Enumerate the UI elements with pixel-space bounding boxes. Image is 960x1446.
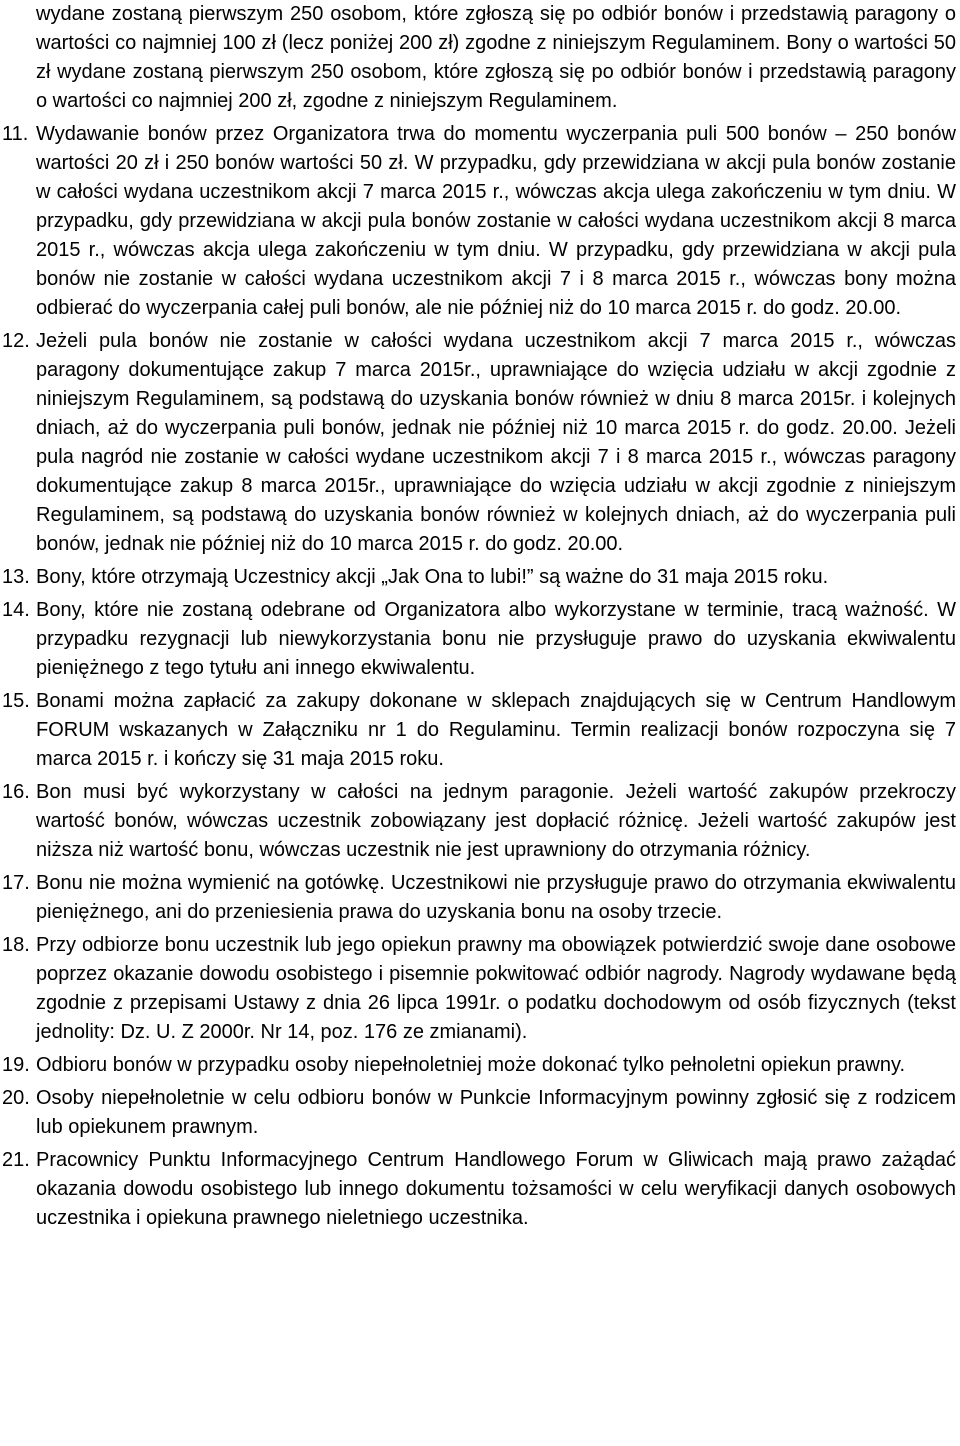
- rules-list: [2, 120, 956, 1233]
- item-number: 11.: [2, 123, 29, 145]
- intro-paragraph: wydane zostaną pierwszym 250 osobom, które zgłoszą się po odbiór bonów i przedstawią paragony o wartości co najmniej 100 zł (lecz poniżej 200 zł) zgodne z niniejszym Regulaminem. Bony o wartości 50 zł wydane zostaną pierwszym 250 osobom, które zgłoszą się po odbiór bonów i przedstawią paragony o wartości co najmniej 200 zł, zgodne z niniejszym Regulaminem.: [36, 3, 956, 112]
- item-text: Pracownicy Punktu Informacyjnego Centrum Handlowego Forum w Gliwicach mają prawo zażądać okazania dowodu osobistego lub innego dokumentu tożsamości w celu weryfikacji danych osobowych uczestnika i opiekuna prawnego nieletniego uczestnika.: [36, 1149, 956, 1229]
- item-number: 12.: [2, 330, 30, 352]
- list-item: [2, 931, 956, 1047]
- item-text: Odbioru bonów w przypadku osoby niepełnoletniej może dokonać tylko pełnoletni opiekun prawny.: [36, 1054, 906, 1076]
- item-text: Bony, które nie zostaną odebrane od Organizatora albo wykorzystane w terminie, tracą ważność. W przypadku rezygnacji lub niewykorzystania bonu nie przysługuje prawo do uzyskania ekwiwalentu pieniężnego z tego tytułu ani innego ekwiwalentu.: [36, 599, 956, 679]
- list-item: [2, 869, 956, 927]
- item-text: Bony, które otrzymają Uczestnicy akcji „Jak Ona to lubi!” są ważne do 31 maja 2015 roku.: [36, 566, 829, 588]
- item-number: 21.: [2, 1149, 30, 1171]
- list-item: [2, 596, 956, 683]
- item-number: 14.: [2, 599, 30, 621]
- item-number: 15.: [2, 690, 30, 712]
- item-text: Wydawanie bonów przez Organizatora trwa do momentu wyczerpania puli 500 bonów – 250 bonów wartości 20 zł i 250 bonów wartości 50 zł. W przypadku, gdy przewidziana w akcji pula bonów zostanie w całości wydana uczestnikom akcji 7 marca 2015 r., wówczas akcja ulega zakończeniu w tym dniu. W przypadku, gdy przewidziana w akcji pula bonów zostanie w całości wydana uczestnikom akcji 8 marca 2015 r., wówczas akcja ulega zakończeniu w tym dniu. W przypadku, gdy przewidziana w akcji pula bonów nie zostanie w całości wydana uczestnikom akcji 7 i 8 marca 2015 r., wówczas bony można odbierać do wyczerpania całej puli bonów, ale nie później niż do 10 marca 2015 r. do godz. 20.00.: [36, 123, 956, 319]
- list-item: [2, 1051, 956, 1080]
- item-number: 19.: [2, 1054, 30, 1076]
- item-number: 17.: [2, 872, 30, 894]
- list-item: [2, 778, 956, 865]
- list-item: [2, 563, 956, 592]
- list-item: [2, 1084, 956, 1142]
- list-item: [2, 687, 956, 774]
- item-number: 13.: [2, 566, 30, 588]
- list-item: [2, 327, 956, 559]
- list-item: [2, 120, 956, 323]
- item-text: Bonami można zapłacić za zakupy dokonane w sklepach znajdujących się w Centrum Handlowym FORUM wskazanych w Załączniku nr 1 do Regulaminu. Termin realizacji bonów rozpoczyna się 7 marca 2015 r. i kończy się 31 maja 2015 roku.: [36, 690, 956, 770]
- item-number: 20.: [2, 1087, 30, 1109]
- item-number: 16.: [2, 781, 30, 803]
- item-number: 18.: [2, 934, 30, 956]
- item-text: Osoby niepełnoletnie w celu odbioru bonów w Punkcie Informacyjnym powinny zgłosić się z rodzicem lub opiekunem prawnym.: [36, 1087, 956, 1138]
- item-text: Przy odbiorze bonu uczestnik lub jego opiekun prawny ma obowiązek potwierdzić swoje dane osobowe poprzez okazanie dowodu osobistego i pisemnie pokwitować odbiór nagrody. Nagrody wydawane będą zgodnie z przepisami Ustawy z dnia 26 lipca 1991r. o podatku dochodowym od osób fizycznych (tekst jednolity: Dz. U. Z 2000r. Nr 14, poz. 176 ze zmianami).: [36, 934, 956, 1043]
- item-text: Jeżeli pula bonów nie zostanie w całości wydana uczestnikom akcji 7 marca 2015 r., wówczas paragony dokumentujące zakup 7 marca 2015r., uprawniające do wzięcia udziału w akcji zgodnie z niniejszym Regulaminem, są podstawą do uzyskania bonów również w dniu 8 marca 2015r. i kolejnych dniach, aż do wyczerpania puli bonów, jednak nie później niż 10 marca 2015 r. do godz. 20.00. Jeżeli pula nagród nie zostanie w całości wydane uczestnikom akcji 7 i 8 marca 2015 r., wówczas paragony dokumentujące zakup 8 marca 2015r., uprawniające do wzięcia udziału w akcji zgodnie z niniejszym Regulaminem, są podstawą do uzyskania bonów również w kolejnych dniach, aż do wyczerpania puli bonów, jednak nie później niż do 10 marca 2015 r. do godz. 20.00.: [36, 330, 956, 555]
- item-text: Bon musi być wykorzystany w całości na jednym paragonie. Jeżeli wartość zakupów przekroczy wartość bonów, wówczas uczestnik zobowiązany jest dopłacić różnicę. Jeżeli wartość zakupów jest niższa niż wartość bonu, wówczas uczestnik nie jest uprawniony do otrzymania różnicy.: [36, 781, 956, 861]
- item-text: Bonu nie można wymienić na gotówkę. Uczestnikowi nie przysługuje prawo do otrzymania ekwiwalentu pieniężnego, ani do przeniesienia prawa do uzyskania bonu na osoby trzecie.: [36, 872, 956, 923]
- list-item: [2, 1146, 956, 1233]
